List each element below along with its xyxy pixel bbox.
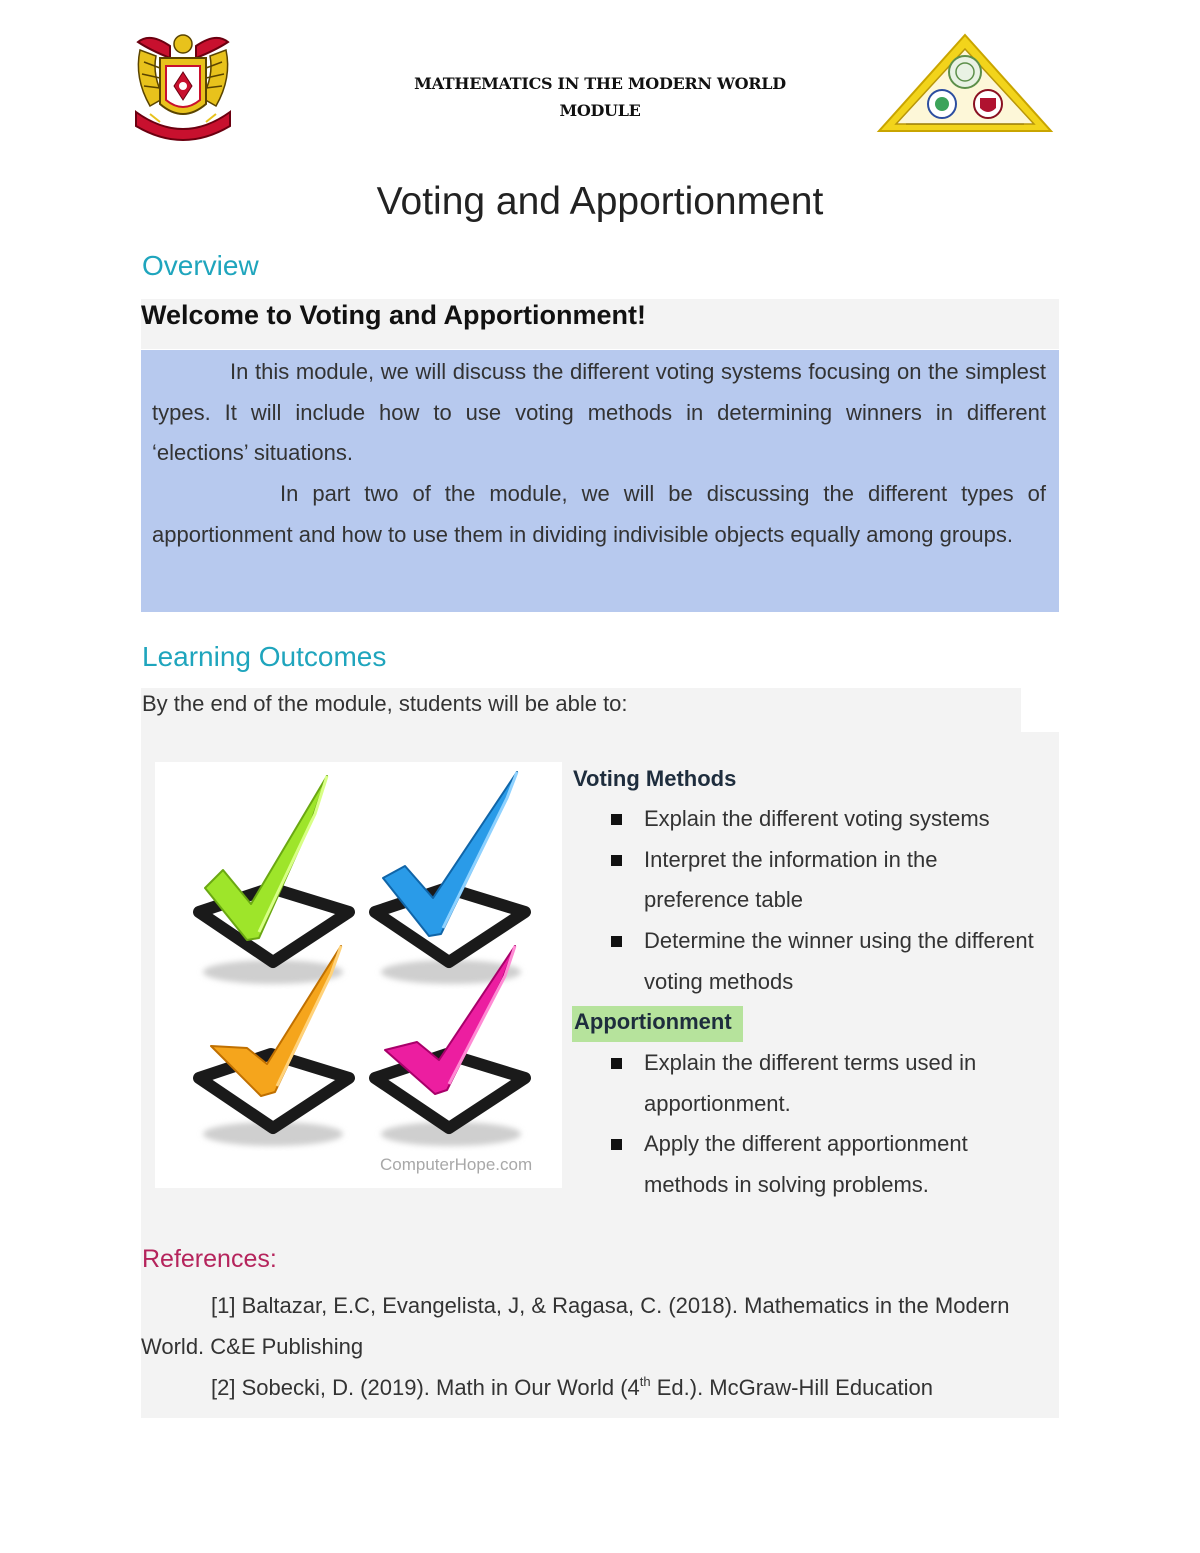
voting-methods-list xyxy=(608,799,1048,1003)
list-item-text: Apply the different apportionment methods in solving problems. xyxy=(644,1131,968,1198)
voting-methods-heading: Voting Methods xyxy=(573,766,737,791)
overview-heading: Overview xyxy=(142,250,259,281)
square-bullet-icon xyxy=(611,855,622,866)
header-title-line2: MODULE xyxy=(559,101,641,120)
apportionment-heading: Apportionment xyxy=(574,1009,732,1034)
list-item-text: Explain the different voting systems xyxy=(644,806,990,831)
list-item xyxy=(608,840,1048,921)
intro-paragraph-2: In part two of the module, we will be discussing the different types of apportionment and how to use them in dividing indivisible objects equally among groups. xyxy=(152,481,1046,547)
list-item xyxy=(608,1124,1048,1205)
list-item-text: Interpret the information in the preference table xyxy=(644,846,938,913)
list-item xyxy=(608,799,1048,840)
college-triangle-logo xyxy=(876,32,1054,134)
apportionment-list xyxy=(608,1043,1048,1206)
reference-2-text: [2] Sobecki, D. (2019). Math in Our World (4 xyxy=(211,1375,640,1400)
reference-2-superscript: th xyxy=(639,1374,651,1389)
module-header-title xyxy=(350,70,850,124)
square-bullet-icon xyxy=(611,1058,622,1069)
list-item xyxy=(608,921,1048,1002)
square-bullet-icon xyxy=(611,1139,622,1150)
document-title: Voting and Apportionment xyxy=(376,180,824,223)
reference-2 xyxy=(141,1368,1021,1409)
header-title-line1: MATHEMATICS IN THE MODERN WORLD xyxy=(414,74,786,93)
intro-paragraph-1: In this module, we will discuss the different voting systems focusing on the simplest types. It will include how to use voting methods in determining winners in different ‘elections’ situations. xyxy=(152,359,1046,466)
list-item-text: Determine the winner using the different voting methods xyxy=(644,928,1034,994)
list-item-text: Explain the different terms used in apportionment. xyxy=(644,1050,977,1116)
checkmarks-illustration xyxy=(155,762,562,1188)
list-item xyxy=(608,1043,1048,1124)
image-credit: ComputerHope.com xyxy=(380,1155,533,1174)
reference-2-text-end: Ed.). McGraw-Hill Education xyxy=(650,1375,934,1400)
welcome-text: Welcome to Voting and Apportionment! xyxy=(141,300,646,330)
references-heading: References: xyxy=(142,1245,277,1273)
learning-outcomes-heading: Learning Outcomes xyxy=(142,641,387,672)
learning-intro-text: By the end of the module, students will be able to: xyxy=(142,691,628,716)
square-bullet-icon xyxy=(611,814,622,825)
university-crest-logo xyxy=(130,28,236,142)
checkmarks-image xyxy=(155,762,562,1188)
square-bullet-icon xyxy=(611,936,622,947)
reference-1: [1] Baltazar, E.C, Evangelista, J, & Ragasa, C. (2018). Mathematics in the Modern World. C&E Publishing xyxy=(141,1293,1010,1359)
